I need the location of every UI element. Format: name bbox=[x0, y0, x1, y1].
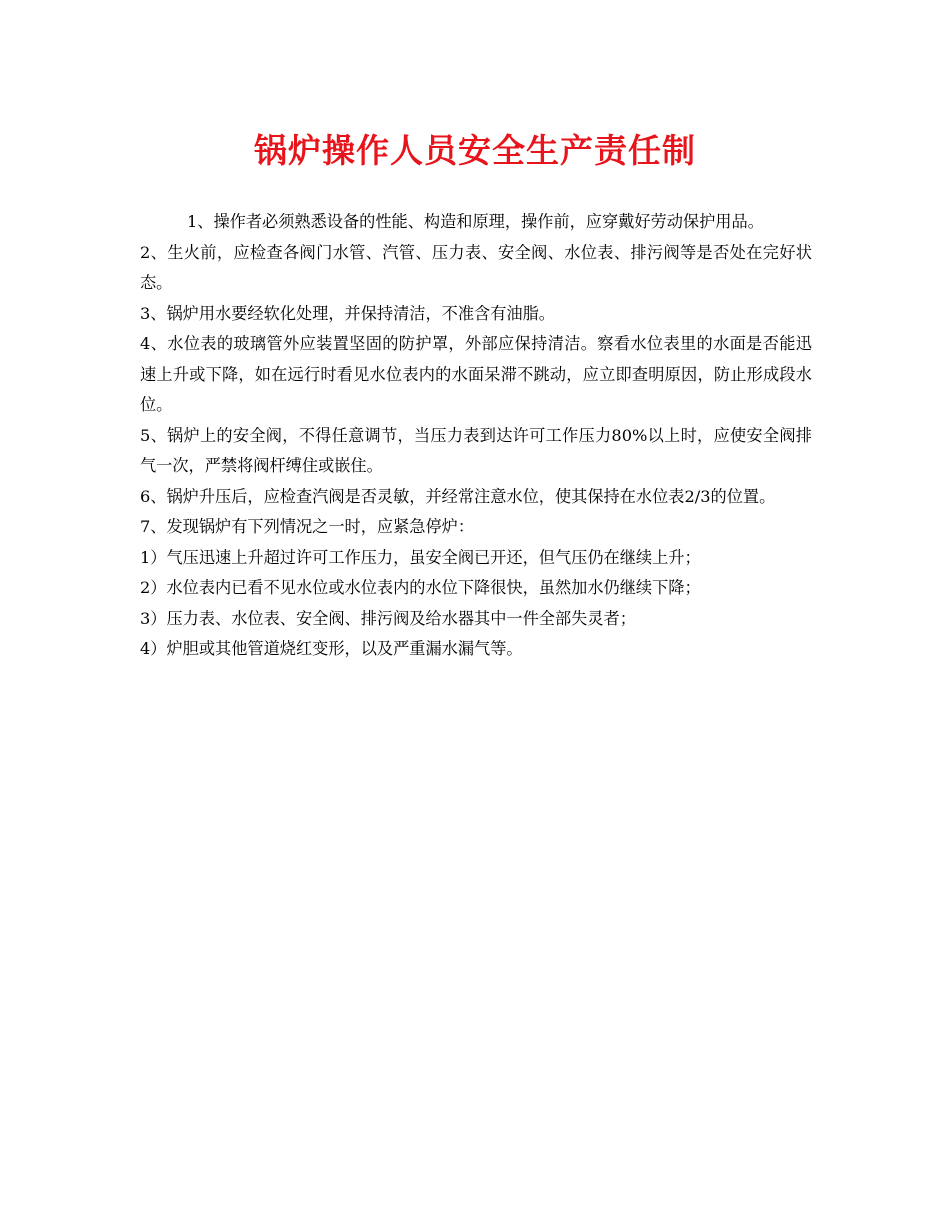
paragraph-item-6: 6、锅炉升压后，应检查汽阀是否灵敏，并经常注意水位，使其保持在水位表2/3的位置。 bbox=[140, 486, 776, 506]
sub-item-2: 2）水位表内已看不见水位或水位表内的水位下降很快，虽然加水仍继续下降； bbox=[140, 578, 701, 597]
sub-item-4: 4）炉胆或其他管道烧红变形，以及严重漏水漏气等。 bbox=[140, 639, 523, 658]
paragraph-item-4: 4、水位表的玻璃管外应装置坚固的防护罩，外部应保持清洁。察看水位表里的水面是否能迅速上升或下降，如在远行时看见水位表内的水面呆滞不跳动，应立即查明原因，防止形成段水位。 bbox=[140, 334, 812, 414]
paragraph-item-2: 2、生火前，应检查各阀门水管、汽管、压力表、安全阀、水位表、排污阀等是否处在完好状态。 bbox=[140, 242, 812, 292]
paragraph-item-1: 1、操作者必须熟悉设备的性能、构造和原理，操作前，应穿戴好劳动保护用品。 bbox=[186, 212, 764, 231]
document-title: 锅炉操作人员安全生产责任制 bbox=[254, 131, 696, 170]
document-body bbox=[140, 207, 812, 665]
sub-item-3: 3）压力表、水位表、安全阀、排污阀及给水器其中一件全部失灵者； bbox=[140, 608, 636, 628]
paragraph-item-7: 7、发现锅炉有下列情况之一时，应紧急停炉： bbox=[140, 517, 475, 536]
paragraph-item-3: 3、锅炉用水要经软化处理，并保持清洁，不准含有油脂。 bbox=[140, 303, 555, 323]
sub-item-1: 1）气压迅速上升超过许可工作压力，虽安全阀已开还，但气压仍在继续上升； bbox=[140, 547, 701, 567]
paragraph-item-5: 5、锅炉上的安全阀，不得任意调节，当压力表到达许可工作压力80%以上时，应使安全阀排气一次，严禁将阀杆缚住或嵌住。 bbox=[140, 425, 812, 475]
